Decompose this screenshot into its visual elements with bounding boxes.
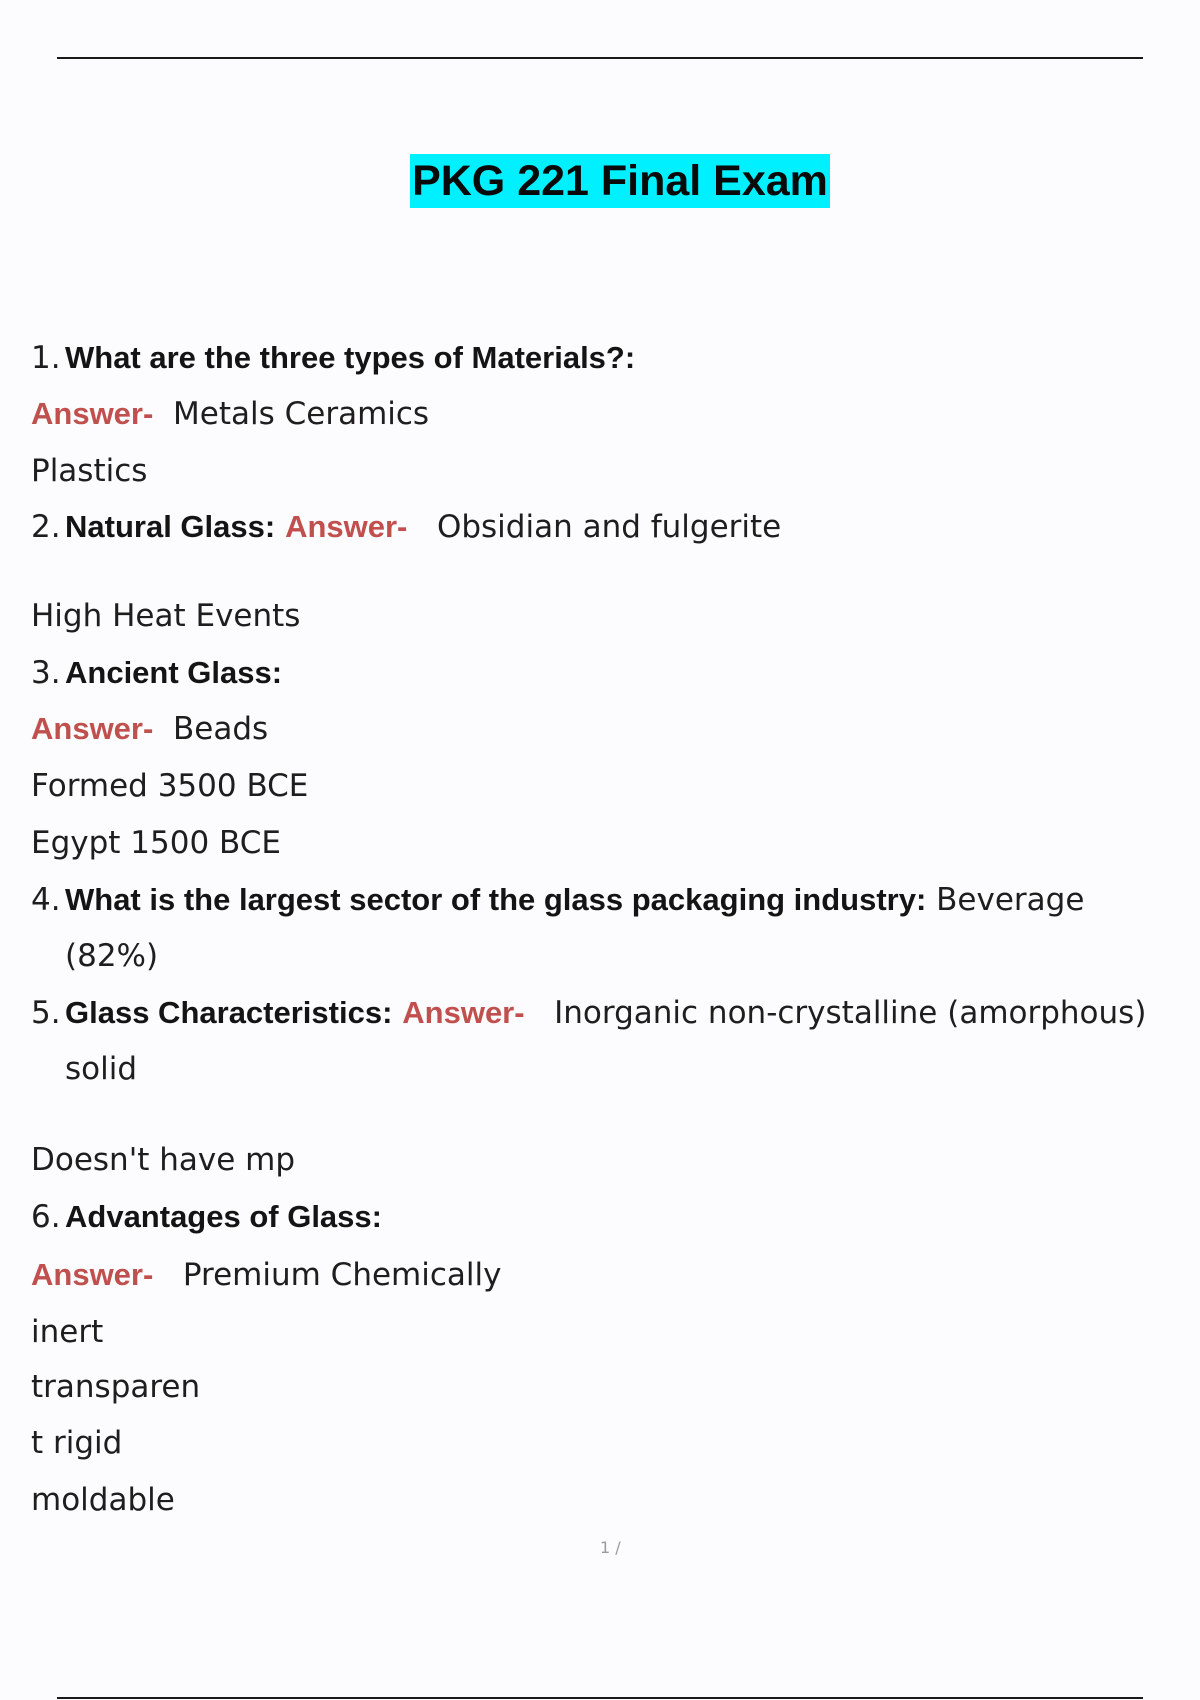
answer-6-line-1 [31,1255,501,1295]
question-text: Natural Glass: [65,509,276,544]
question-number: 4. [31,882,61,918]
answer-6-line-5 [31,1480,175,1520]
question-6 [31,1197,382,1237]
answer-text: moldable [31,1482,175,1518]
page-indicator: 1 / [600,1538,621,1557]
answer-3-line-1 [31,709,268,749]
answer-5-line-2 [65,1049,137,1089]
answer-label: Answer- [31,1257,154,1292]
answer-2-line-2 [31,596,300,636]
answer-text: Beads [173,711,269,747]
question-1 [31,338,635,378]
question-text: Ancient Glass: [65,655,283,690]
question-number: 1. [31,340,61,376]
question-text: Glass Characteristics: [65,995,393,1030]
question-2 [31,507,781,547]
answer-text: transparen [31,1369,201,1405]
answer-3-line-2 [31,766,308,806]
top-rule [57,57,1143,59]
answer-text: t rigid [31,1425,123,1461]
question-text: What is the largest sector of the glass packaging industry: [65,882,927,917]
answer-text: Plastics [31,453,148,489]
bottom-rule [57,1697,1143,1699]
answer-text: Premium Chemically [182,1257,502,1293]
question-text: What are the three types of Materials?: [65,340,636,375]
answer-text: Doesn't have mp [31,1142,296,1178]
title-block [0,154,1200,208]
question-5 [31,993,1146,1033]
answer-text: Inorganic non-crystalline (amorphous) [554,995,1147,1031]
answer-label: Answer- [31,711,154,746]
answer-text: Obsidian and fulgerite [436,509,782,545]
question-number: 5. [31,995,61,1031]
answer-text: inert [31,1314,104,1350]
question-3 [31,653,282,693]
question-number: 6. [31,1199,61,1235]
answer-4-line-2 [65,936,158,976]
answer-5-line-3 [31,1140,295,1180]
answer-1-line-1 [31,394,429,434]
answer-label: Answer- [31,396,154,431]
answer-text: Egypt 1500 BCE [31,825,281,861]
answer-text: Formed 3500 BCE [31,768,309,804]
question-number: 2. [31,509,61,545]
answer-label: Answer- [402,995,525,1030]
page-title: PKG 221 Final Exam [410,154,830,208]
answer-text: Metals Ceramics [173,396,430,432]
answer-6-line-4 [31,1423,122,1463]
question-number: 3. [31,655,61,691]
answer-1-line-2 [31,451,147,491]
question-text: Advantages of Glass: [65,1199,382,1234]
answer-3-line-3 [31,823,281,863]
answer-text: (82%) [65,938,159,974]
answer-text: solid [65,1051,138,1087]
answer-text: Beverage [936,882,1085,918]
answer-6-line-3 [31,1367,200,1407]
answer-6-line-2 [31,1312,103,1352]
answer-text: High Heat Events [31,598,301,634]
answer-label: Answer- [285,509,408,544]
question-4 [31,880,1084,920]
